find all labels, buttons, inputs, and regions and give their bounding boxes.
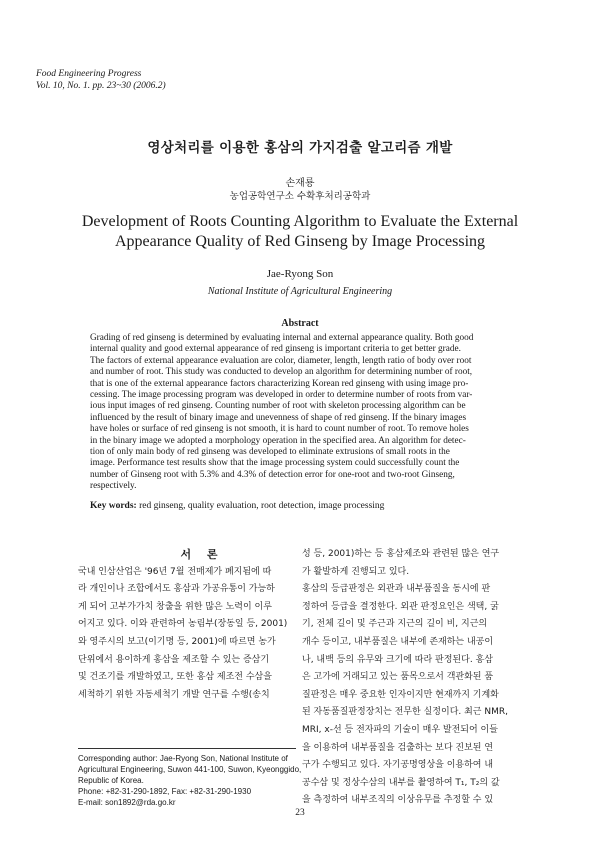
korean-author: 손재룡: [285, 178, 315, 189]
english-title: Development of Roots Counting Algorithm to Evaluate the External Appearance Quality of Red Ginseng by Image Processing: [81, 213, 519, 250]
korean-affiliation: 농업공학연구소 수확후처리공학과: [229, 191, 371, 202]
abstract-line: respectively.: [90, 481, 137, 492]
abstract-line: image. Performance test results show that the image processing system could successfully count the: [90, 458, 460, 469]
body-text-line: 및 건조기를 개발하였고, 또한 홍삼 제조전 수삼을: [78, 672, 272, 683]
abstract-line: have holes or surface of red ginseng is not smooth, it is hard to count number of root. To remove holes: [90, 424, 469, 435]
abstract-line: internal quality and good external appearance of red ginseng is important criteria to get better grade.: [90, 344, 461, 355]
footnote-line: E-mail: son1892@rda.go.kr: [78, 798, 176, 807]
body-text-line: 된 자동품질판정장치는 전무한 실정이다. 최근 NMR,: [302, 707, 508, 718]
body-text-line: 와 영주시의 보고(이기명 등, 2001)에 따르면 농가: [78, 636, 276, 647]
journal-name: Food Engineering Progress: [36, 69, 142, 79]
abstract-line: The factors of external appearance evaluation are color, diameter, length, length ratio of body over root: [90, 355, 472, 366]
body-text-line: 라 개인이나 조합에서도 홍삼과 가공유통이 가능하: [78, 584, 275, 595]
body-text-line: 질판정은 매우 중요한 인자이지만 현재까지 기계화: [302, 689, 499, 700]
body-text-line: 은 고가에 거래되고 있는 품목으로서 객관화된 품: [302, 672, 494, 683]
left-column-text: [78, 564, 326, 705]
body-text-line: MRI, x-선 등 전자파의 기술이 매우 발전되어 이들: [302, 724, 498, 735]
abstract-line: in the binary image we adopted a morphology operation in the specified area. An algorithm for detec-: [90, 435, 466, 446]
body-text-line: 정하여 등급을 결정한다. 외관 판정요인은 색택, 굵: [302, 601, 499, 612]
body-text-line: 나, 내백 등의 유무와 크기에 따라 판정된다. 홍삼: [302, 654, 493, 665]
footnote-divider: [78, 748, 296, 749]
body-text-line: 단위에서 용이하게 홍삼을 제조할 수 있는 증삼기: [78, 654, 270, 665]
body-text-line: 홍삼의 등급판정은 외관과 내부품질을 동시에 판: [302, 584, 491, 595]
left-column: [78, 546, 326, 704]
page-number: 23: [295, 808, 305, 818]
abstract-line: Grading of red ginseng is determined by evaluating internal and external appearance quality. Both good: [90, 333, 474, 343]
abstract-line: that is one of the external appearance factors characterizing Korean red ginseng with using image pro-: [90, 378, 469, 389]
abstract-body: [90, 333, 510, 493]
footnote-line: Agricultural Engineering, Suwon 441-100, Suwon, Kyeonggido,: [78, 765, 302, 774]
body-text-line: 을 이용하여 내부품질을 검출하는 보다 진보된 연: [302, 742, 494, 753]
body-text-line: 기, 전체 길이 및 주근과 지근의 길이 비, 지근의: [302, 619, 488, 630]
abstract-line: ious input images of red ginseng. Counting number of root with skeleton processing algorithm can be: [90, 401, 466, 412]
body-text-line: 을 측정하여 내부조직의 이상유무를 추정할 수 있: [302, 795, 494, 806]
abstract-line: number of Ginseng root with 5.3% and 4.3% of detection error for one-root and two-root Ginseng,: [90, 469, 455, 480]
abstract-line: and number of root. This study was conducted to develop an algorithm for determining number of root,: [90, 367, 473, 378]
keywords: [90, 501, 510, 511]
section-heading: 서 론: [180, 548, 224, 561]
abstract-heading: Abstract: [281, 318, 319, 329]
journal-citation: [36, 68, 166, 92]
footnote-line: Republic of Korea.: [78, 776, 144, 785]
english-author: Jae-Ryong Son: [266, 268, 334, 280]
korean-title: 영상처리를 이용한 홍삼의 가지검출 알고리즘 개발: [147, 140, 453, 156]
body-text-line: 구가 수행되고 있다. 자기공명영상을 이용하여 내: [302, 760, 494, 771]
body-text-line: 국내 인삼산업은 '96년 7월 전매제가 폐지됨에 따: [78, 566, 272, 577]
body-text-line: 게 되어 고부가가치 창출을 위한 많은 노력이 이루: [78, 601, 272, 612]
keywords-label: Key words:: [90, 501, 137, 511]
footnote-line: Phone: +82-31-290-1892, Fax: +82-31-290-1930: [78, 787, 252, 796]
corresponding-author-footnote: [78, 753, 308, 808]
keywords-text: red ginseng, quality evaluation, root detection, image processing: [136, 501, 385, 511]
body-text-line: 공수삼 및 정상수삼의 내부를 촬영하여 T₁, T₂의 값: [302, 777, 500, 788]
body-text-line: 세척하기 위한 자동세척기 개발 연구를 수행(송치: [78, 689, 270, 700]
body-text-line: 어지고 있다. 이와 관련하여 농림부(장동일 등, 2001): [78, 619, 288, 630]
abstract-line: tion of only main body of red ginseng was developed to eliminate extrusions of small roots in the: [90, 447, 450, 458]
right-column-text: [302, 546, 550, 810]
body-text-line: 가 활발하게 진행되고 있다.: [302, 566, 410, 577]
footnote-line: Corresponding author: Jae-Ryong Son, National Institute of: [78, 754, 288, 763]
abstract-line: cessing. The image processing program was developed in order to determine number of roots from var-: [90, 390, 473, 401]
english-affiliation: National Institute of Agricultural Engineering: [207, 286, 393, 297]
abstract-line: influenced by the result of binary image and unevenness of shape of red ginseng. If the binary images: [90, 412, 467, 423]
journal-volume: Vol. 10, No. 1. pp. 23~30 (2006.2): [36, 81, 166, 91]
body-text-line: 성 등, 2001)하는 등 홍삼제조와 관련된 많은 연구: [302, 549, 500, 559]
body-text-line: 개수 등이고, 내부품질은 내부에 존재하는 내공이: [302, 636, 494, 647]
